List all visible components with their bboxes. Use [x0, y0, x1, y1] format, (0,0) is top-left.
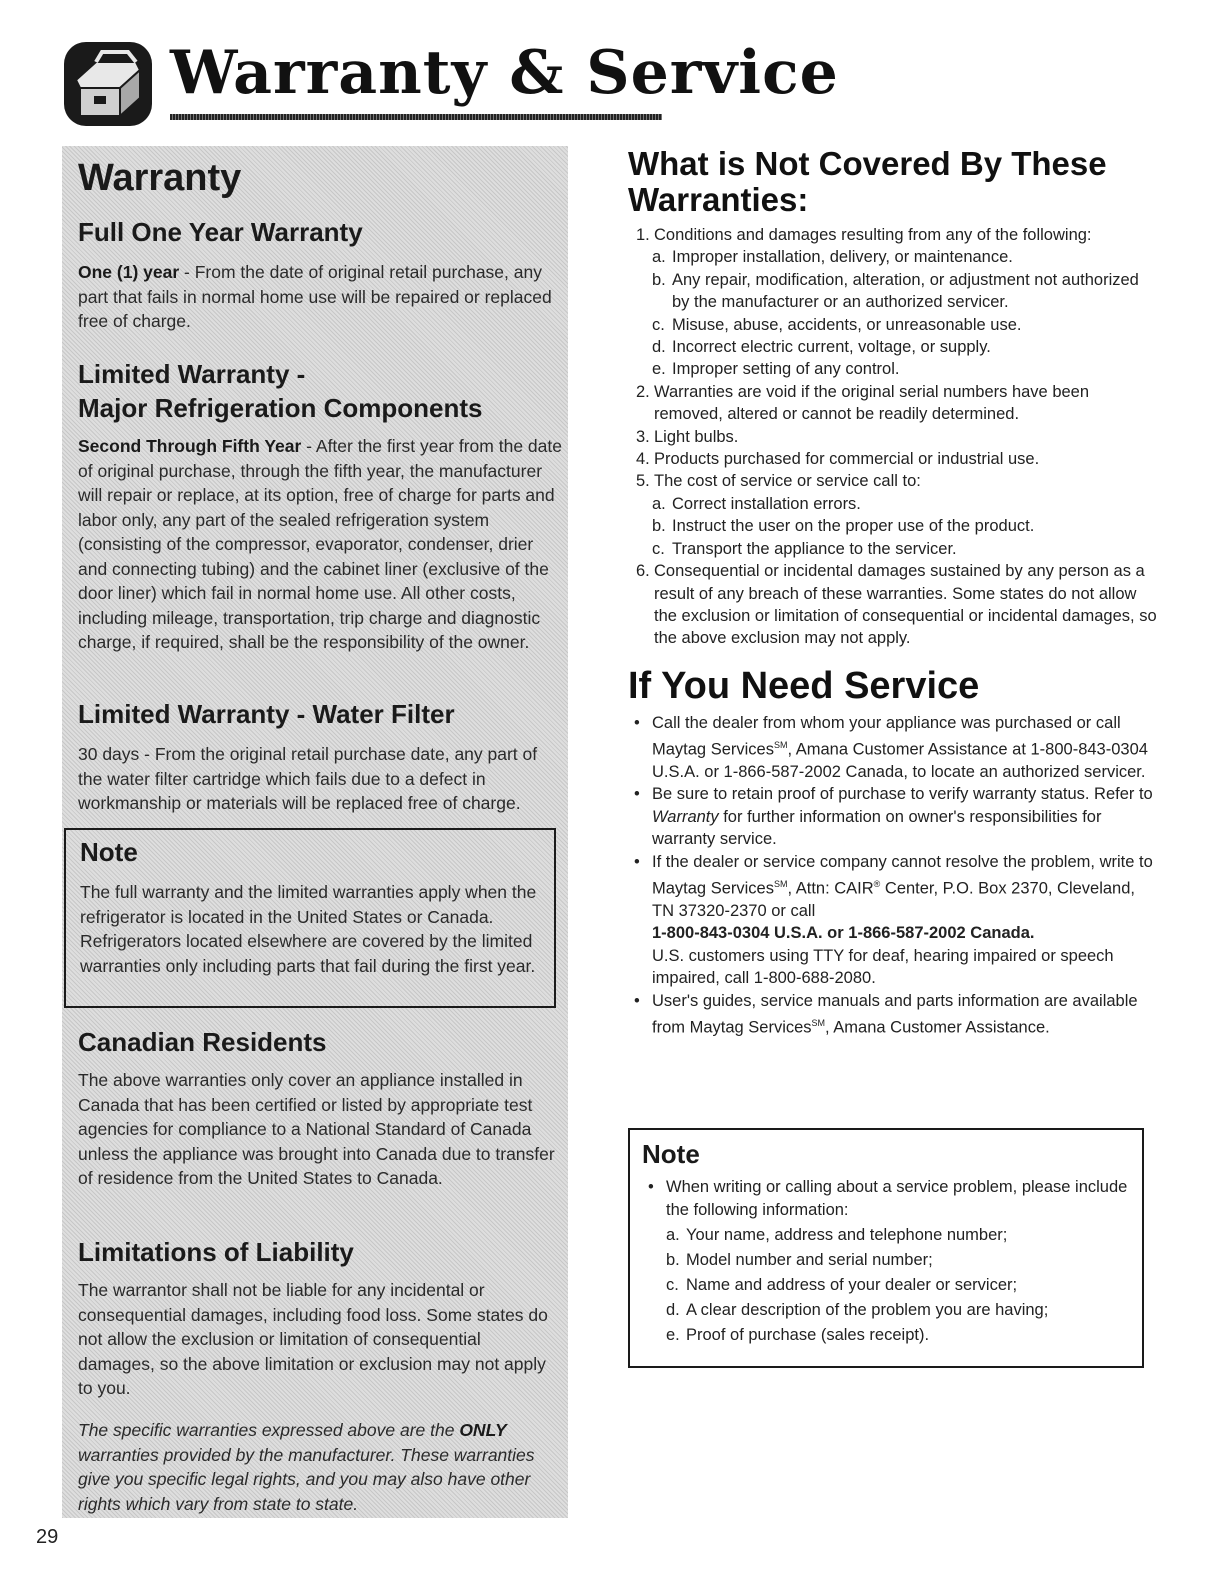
water-filter-heading: Limited Warranty - Water Filter: [78, 699, 455, 729]
not-covered-list: [628, 224, 1158, 650]
warranty-panel: [62, 146, 568, 1518]
list-item: • When writing or calling about a service problem, please include the following information:: [648, 1178, 1128, 1219]
list-item: • User's guides, service manuals and parts information are available from Maytag Services℠, Amana Customer Assistance.: [634, 991, 1138, 1037]
service-list: [628, 712, 1158, 1039]
list-item: b. Instruct the user on the proper use of the product.: [652, 517, 1035, 536]
limited-major-heading-2: Major Refrigeration Components: [78, 393, 483, 423]
list-item: e. Proof of purchase (sales receipt).: [666, 1326, 930, 1344]
list-item: c. Transport the appliance to the servicer.: [652, 539, 957, 558]
right-column: [628, 146, 1158, 1039]
service-note-list: [642, 1176, 1130, 1347]
list-item: 1. Conditions and damages resulting from any of the following:: [636, 226, 1092, 244]
full-warranty-heading: Full One Year Warranty: [78, 217, 363, 247]
list-item: c. Name and address of your dealer or servicer;: [666, 1276, 1018, 1294]
limited-major-text: Second Through Fifth Year - After the first year from the date of original purchase, through the fifth year, the manufacturer will repair or replace, at its option, free of charge for parts and labor only, any part of the sealed refrigeration system (consisting of the compressor, evaporator, condenser, drier and connecting tubing) and the cabinet liner (exclusive of the door liner) which fail in normal home use. All other costs, including mileage, transportation, trip charge and diagnostic charge, if required, shall be the responsibility of the owner.: [78, 436, 562, 652]
list-item: • Call the dealer from whom your appliance was purchased or call Maytag Services℠, Amana Customer Assistance at 1-800-843-0304 U.S.A. or 1-866-587-2002 Canada, to locate an authorized servicer.: [634, 713, 1148, 782]
list-item: c. Misuse, abuse, accidents, or unreasonable use.: [652, 315, 1022, 334]
not-covered-heading-1: What is Not Covered By These: [628, 145, 1107, 182]
page-title: Warranty & Service: [170, 38, 839, 108]
list-item: d. Incorrect electric current, voltage, or supply.: [652, 338, 991, 357]
warranty-note-title: Note: [80, 837, 138, 867]
canadian-heading: Canadian Residents: [78, 1027, 327, 1057]
liability-text: The warrantor shall not be liable for any incidental or consequential damages, including food loss. Some states do not allow the exclusion or limitation of consequential damages, so the above limitation or exclusion may not apply to you.: [78, 1280, 548, 1398]
warranty-note-box: [64, 828, 556, 1008]
liability-italic-text: The specific warranties expressed above are the ONLY warranties provided by the manufacturer. These warranties give you specific legal rights, and you may also have other rights which vary from state to state.: [78, 1420, 535, 1514]
list-item: a. Correct installation errors.: [652, 494, 861, 513]
service-note-box: [628, 1128, 1144, 1368]
page-header: [62, 34, 839, 134]
water-filter-text: 30 days - From the original retail purchase date, any part of the water filter cartridge which fails due to a defect in workmanship or materials will be replaced free of charge.: [78, 744, 538, 813]
service-note-title: Note: [642, 1139, 700, 1169]
service-heading: If You Need Service: [628, 664, 980, 707]
full-warranty-text: One (1) year - From the date of original retail purchase, any part that fails in normal home use will be repaired or replaced free of charge.: [78, 262, 552, 331]
list-item: 2. Warranties are void if the original serial numbers have been removed, altered or cannot be readily determined.: [636, 382, 1090, 424]
page-number: 29: [36, 1526, 59, 1548]
list-item: d. A clear description of the problem you are having;: [666, 1301, 1049, 1319]
list-item: 5. The cost of service or service call to:: [636, 472, 921, 491]
title-underline: [170, 114, 662, 120]
list-item: a. Improper installation, delivery, or maintenance.: [652, 248, 1013, 267]
list-item: 6. Consequential or incidental damages sustained by any person as a result of any breach of these warranties. Some states do not allow the exclusion or limitation of consequential or incidental damages, so the above exclusion may not apply.: [636, 562, 1157, 648]
list-item: e. Improper setting of any control.: [652, 360, 900, 379]
warranty-heading: Warranty: [78, 157, 242, 199]
canadian-text: The above warranties only cover an appliance installed in Canada that has been certified or listed by appropriate test agencies for compliance to a National Standard of Canada unless the appliance was brought into Canada due to transfer of residence from the United States to Canada.: [78, 1070, 555, 1188]
list-item: 4. Products purchased for commercial or industrial use.: [636, 450, 1040, 469]
list-item: • Be sure to retain proof of purchase to verify warranty status. Refer to Warranty for further information on owner's responsibilities for warranty service.: [634, 785, 1153, 849]
list-item: • If the dealer or service company cannot resolve the problem, write to Maytag Services℠, Attn: CAIR® Center, P.O. Box 2370, Cleveland, TN 37320-2370 or call 1-800-843-0304 U.S.A. or 1-866-587-2002 Canada. U.S. customers using TTY for deaf, hearing impaired or speech impaired, call 1-800-688-2080.: [634, 852, 1153, 988]
list-item: 3. Light bulbs.: [636, 427, 739, 446]
not-covered-heading-2: Warranties:: [628, 181, 809, 218]
limited-major-heading-1: Limited Warranty -: [78, 359, 306, 389]
toolbox-icon: [62, 40, 154, 128]
list-item: b. Model number and serial number;: [666, 1251, 933, 1269]
list-item: a. Your name, address and telephone number;: [666, 1226, 1008, 1244]
liability-heading: Limitations of Liability: [78, 1237, 354, 1267]
list-item: b. Any repair, modification, alteration, or adjustment not authorized by the manufacturer or an authorized servicer.: [652, 270, 1139, 312]
warranty-note-text: The full warranty and the limited warranties apply when the refrigerator is located in the United States or Canada. Refrigerators located elsewhere are covered by the limited warranties only including parts that fail during the first year.: [80, 882, 537, 976]
